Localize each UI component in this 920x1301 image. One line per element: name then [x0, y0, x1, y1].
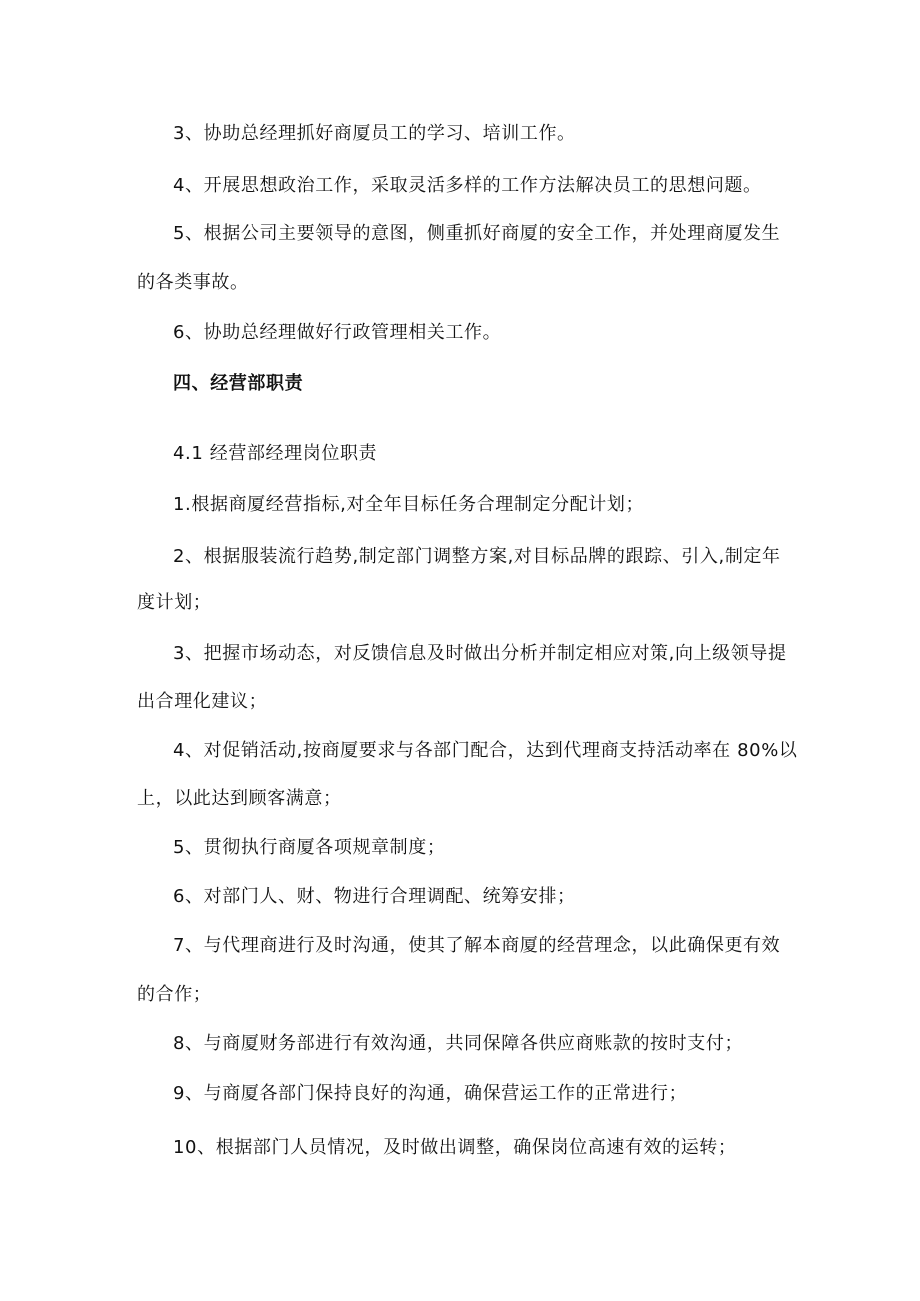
- duty-1: 1.根据商厦经营指标,对全年目标任务合理制定分配计划；: [173, 494, 645, 515]
- subsection-heading: 4.1 经营部经理岗位职责: [173, 443, 378, 464]
- duty-3-line-2: 出合理化建议；: [137, 691, 268, 712]
- duty-7-line-2: 的合作；: [137, 984, 212, 1005]
- duty-8: 8、与商厦财务部进行有效沟通，共同保障各供应商账款的按时支付；: [173, 1033, 744, 1054]
- duty-10: 10、根据部门人员情况，及时做出调整，确保岗位高速有效的运转；: [173, 1137, 737, 1158]
- paragraph-3: 3、协助总经理抓好商厦员工的学习、培训工作。: [173, 123, 576, 144]
- duty-3-line-1: 3、把握市场动态，对反馈信息及时做出分析并制定相应对策,向上级领导提: [173, 643, 787, 664]
- duty-6: 6、对部门人、财、物进行合理调配、统筹安排；: [173, 886, 576, 907]
- duty-2-line-1: 2、根据服装流行趋势,制定部门调整方案,对目标品牌的跟踪、引入,制定年: [173, 546, 781, 567]
- duty-4-line-2: 上，以此达到顾客满意；: [137, 788, 342, 809]
- section-heading: 四、经营部职责: [173, 373, 304, 394]
- paragraph-4: 4、开展思想政治工作，采取灵活多样的工作方法解决员工的思想问题。: [173, 175, 762, 196]
- paragraph-5-line-1: 5、根据公司主要领导的意图，侧重抓好商厦的安全工作，并处理商厦发生: [173, 223, 781, 244]
- paragraph-6: 6、协助总经理做好行政管理相关工作。: [173, 322, 502, 343]
- paragraph-5-line-2: 的各类事故。: [137, 272, 249, 293]
- duty-5: 5、贯彻执行商厦各项规章制度；: [173, 837, 446, 858]
- duty-4-line-1: 4、对促销活动,按商厦要求与各部门配合，达到代理商支持活动率在 80%以: [173, 740, 798, 761]
- duty-2-line-2: 度计划；: [137, 592, 212, 613]
- duty-7-line-1: 7、与代理商进行及时沟通，使其了解本商厦的经营理念，以此确保更有效: [173, 935, 781, 956]
- duty-9: 9、与商厦各部门保持良好的沟通，确保营运工作的正常进行；: [173, 1083, 688, 1104]
